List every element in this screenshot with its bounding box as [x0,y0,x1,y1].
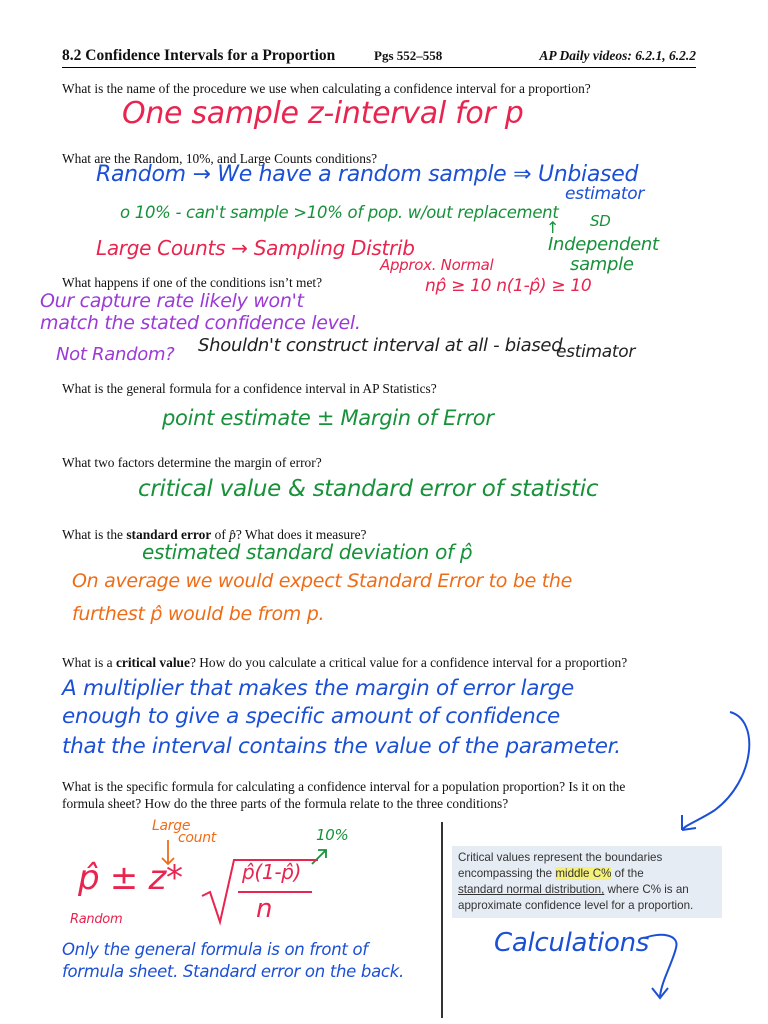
answer-3-line-2: match the stated confidence level. [40,312,361,334]
question-7: What is a critical value? How do you calculate a critical value for a confidence interval for a proportion? [62,655,628,670]
answer-2-random: Random → We have a random sample ⇒ Unbiased [96,162,639,187]
answer-2-sample: sample [570,254,634,275]
hook-arrow-icon [640,930,690,1004]
formula-phat-z: p̂ ± z* [78,858,183,898]
answer-2-sd: SD [590,212,611,230]
question-8-line-1: What is the specific formula for calculating a confidence interval for a population proportion? Is it on the [62,779,626,794]
answer-7-line-3: that the interval contains the value of the parameter. [62,734,621,759]
page-range: Pgs 552–558 [374,48,443,63]
answer-6-line-3: furthest p̂ would be from p. [72,603,325,625]
p-hat-symbol: p̂ [229,527,236,542]
answer-3-estimator: estimator [556,342,636,362]
question-3: What happens if one of the conditions isn’t met? [62,275,323,290]
video-reference: AP Daily videos: 6.2.1, 6.2.2 [539,48,696,63]
answer-2-counts: np̂ ≥ 10 n(1-p̂) ≥ 10 [425,276,592,296]
answer-4: point estimate ± Margin of Error [162,406,494,430]
formula-denominator: n [256,894,273,924]
answer-3-line-1: Our capture rate likely won't [40,290,304,312]
vertical-divider [441,822,443,1018]
formula-numerator: p̂(1-p̂) [242,860,302,884]
answer-7-line-2: enough to give a specific amount of confidence [62,704,560,729]
formula-label-count: count [178,830,216,846]
answer-5: critical value & standard error of statistic [138,476,599,502]
formula-note-line-2: formula sheet. Standard error on the back. [62,962,404,981]
formula-label-large: Large [152,818,191,834]
formula-note-line-1: Only the general formula is on front of [62,940,368,959]
answer-2-arrow: ↑ [546,218,560,237]
question-5: What two factors determine the margin of error? [62,455,322,470]
answer-3-shouldnt: Shouldn't construct interval at all - biased [198,335,563,356]
answer-2-large-counts: Large Counts → Sampling Distrib [96,236,415,260]
answer-3-not-random: Not Random? [56,344,175,365]
page-header [62,47,696,68]
formula-label-random: Random [70,912,123,927]
answer-7-line-1: A multiplier that makes the margin of error large [62,676,574,701]
answer-6-line-1: estimated standard deviation of p̂ [142,540,473,564]
question-8-line-2: formula sheet? How do the three parts of the formula relate to the three conditions? [62,796,509,811]
term-standard-error: standard error [126,527,212,542]
answer-6-line-2: On average we would expect Standard Error to be the [72,570,573,592]
answer-2-independent: Independent [548,234,659,255]
question-4: What is the general formula for a confidence interval in AP Statistics? [62,381,437,396]
curved-arrow-icon [660,700,760,850]
term-critical-value: critical value [115,655,190,670]
answer-1: One sample z-interval for p [122,96,524,131]
page-title: 8.2 Confidence Intervals for a Proportion [62,47,336,64]
calculations-label: Calculations [494,928,649,958]
formula-label-ten-percent: 10% [316,826,349,844]
critical-values-note: Critical values represent the boundaries encompassing the middle C% of the standard normal distribution, where C% is an approximate confidence level for a proportion. [452,846,722,918]
highlight-middle-c: middle C% [555,867,612,880]
answer-2-approx-normal: Approx. Normal [380,256,494,274]
question-1: What is the name of the procedure we use when calculating a confidence interval for a proportion? [62,81,591,96]
question-6: What is the standard error of p̂? What does it measure? [62,527,367,542]
standard-normal-link-text: standard normal distribution, [458,883,605,896]
question-2: What are the Random, 10%, and Large Counts conditions? [62,151,378,166]
answer-2-ten-percent: o 10% - can't sample >10% of pop. w/out replacement [120,203,559,222]
answer-2-estimator: estimator [565,184,645,204]
